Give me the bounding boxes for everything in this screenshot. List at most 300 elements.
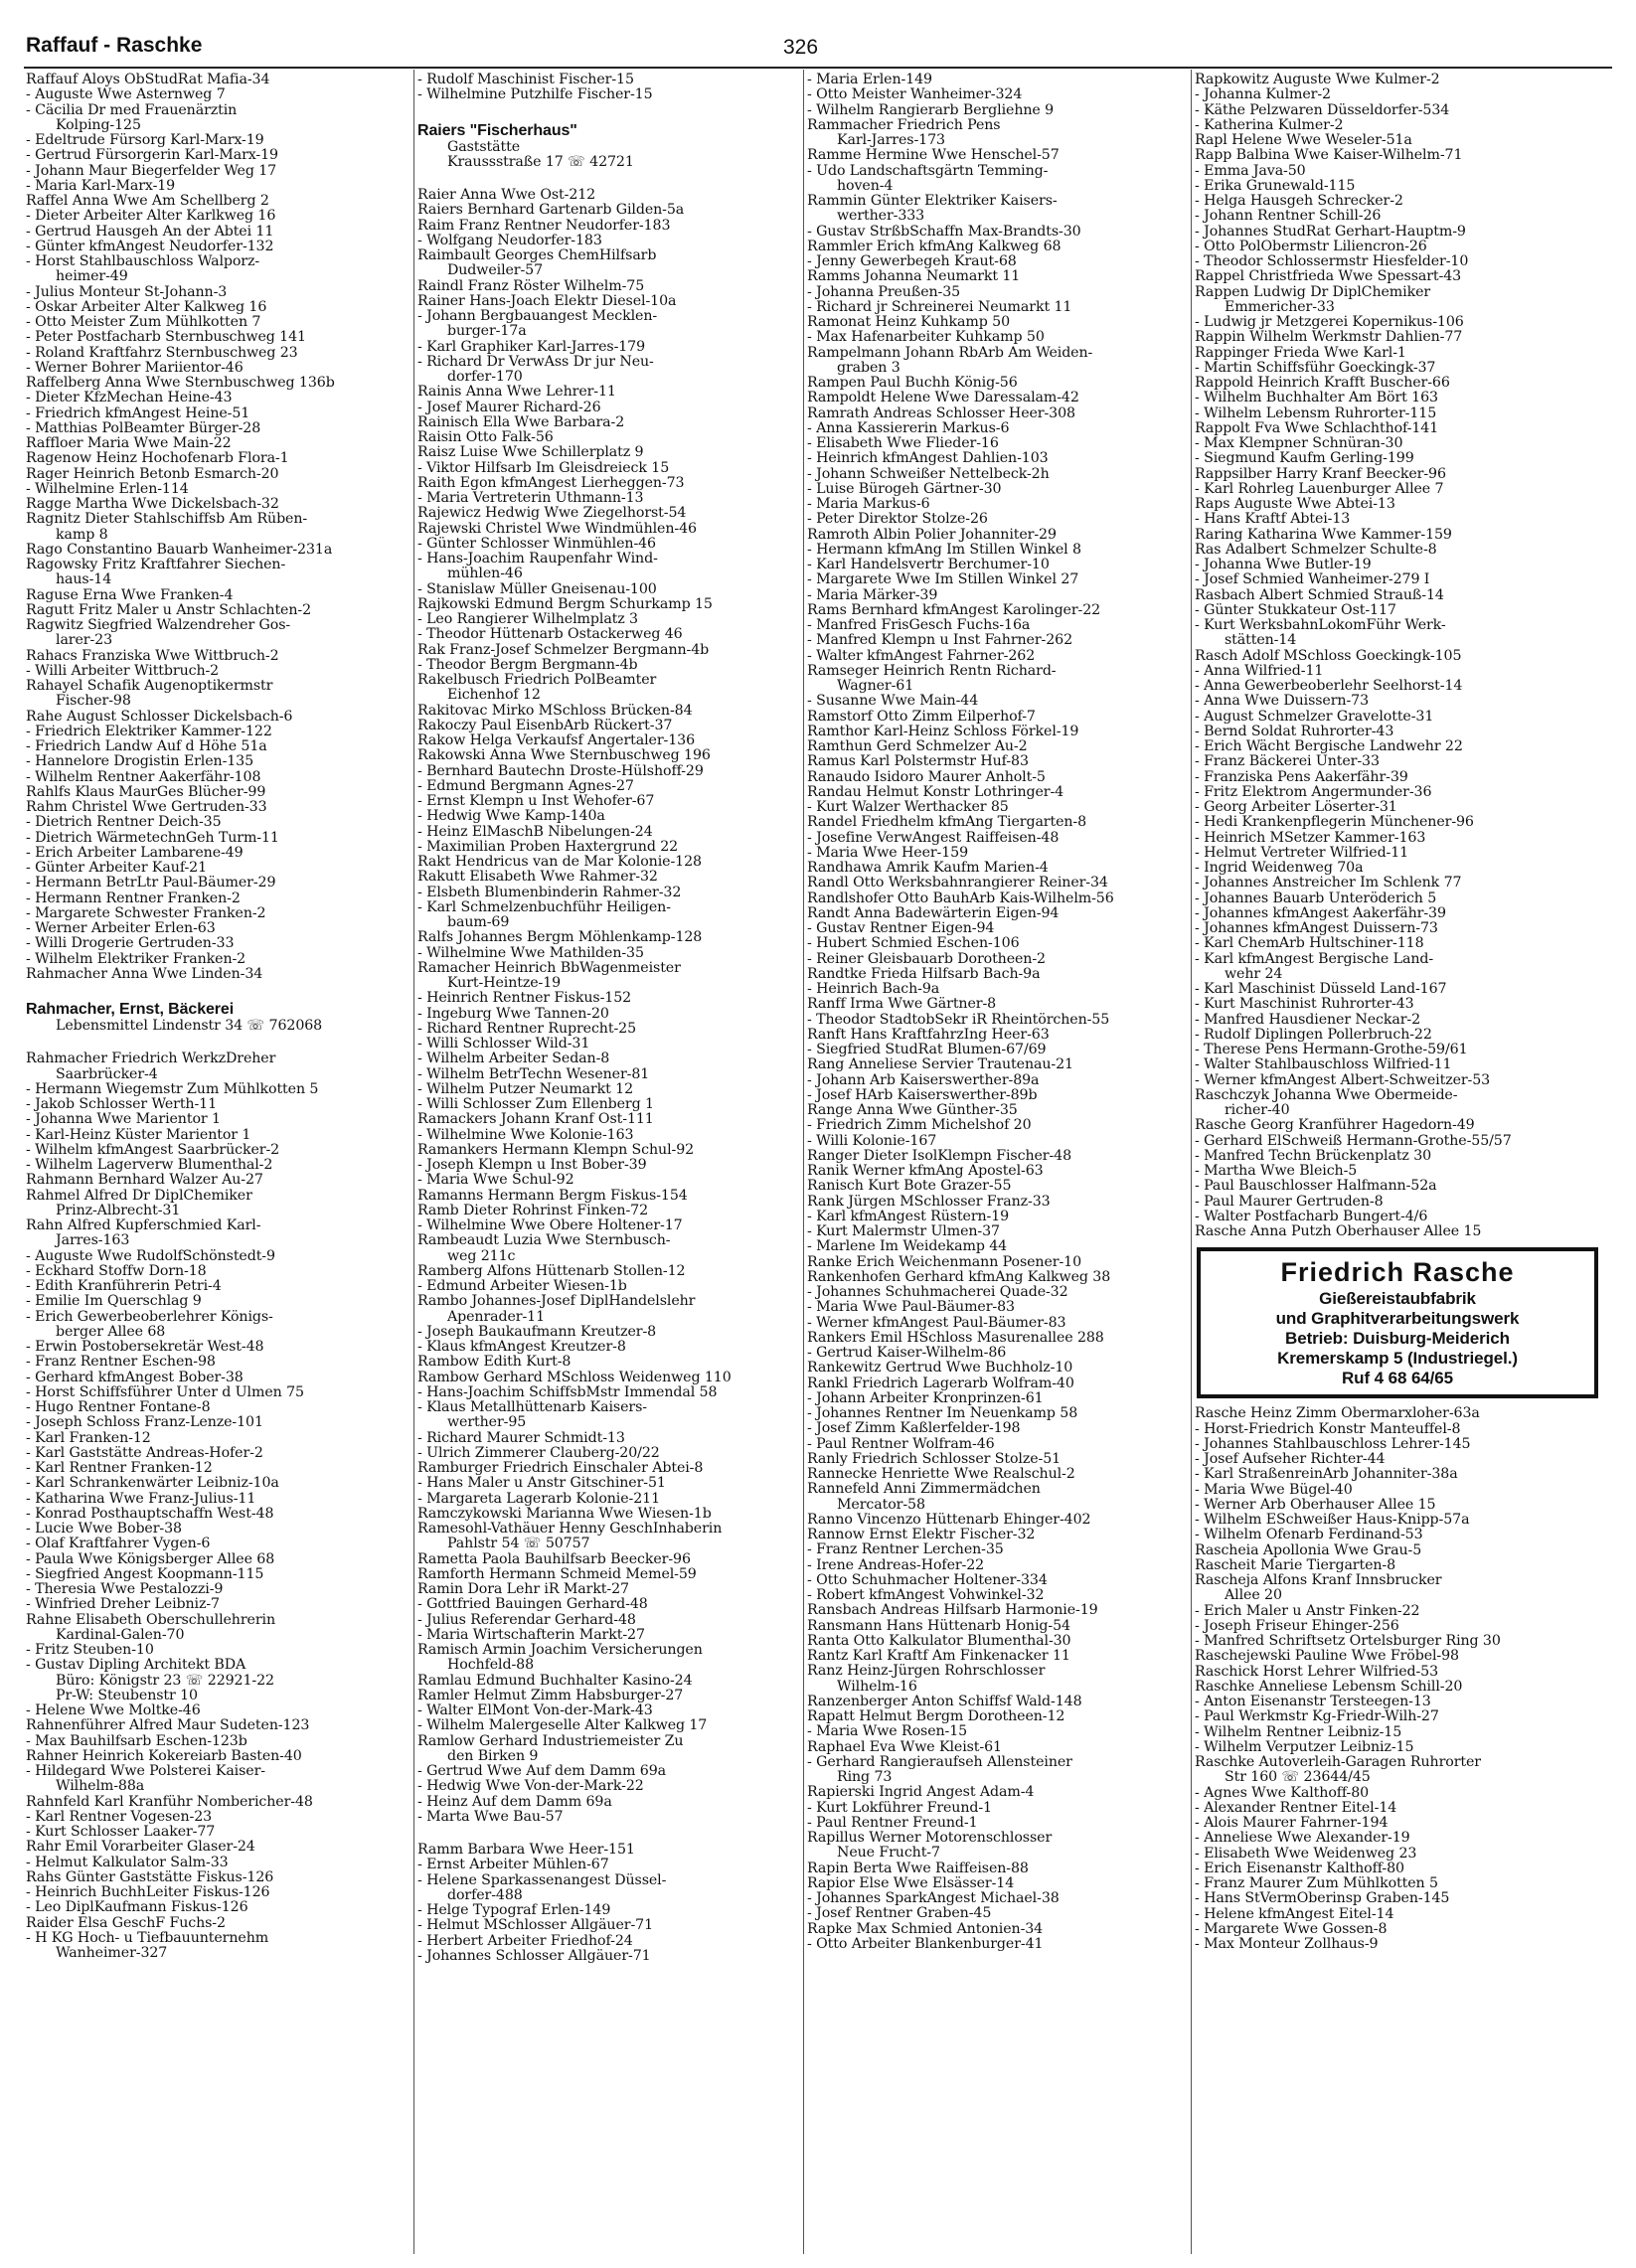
entry-continuation: haus-14: [56, 571, 112, 588]
directory-entry: - Fritz Steuben-10: [26, 1642, 154, 1658]
directory-entry: Rasche Anna Putzh Oberhauser Allee 15: [1195, 1223, 1482, 1239]
directory-entry: - Wilhelmine Putzhilfe Fischer-15: [417, 86, 653, 103]
directory-entry: - Gerhard ElSchweiß Hermann-Grothe-55/57: [1195, 1132, 1512, 1149]
directory-entry: - Matthias PolBeamter Bürger-28: [26, 419, 261, 436]
directory-column-2: [417, 73, 801, 1964]
directory-entry: Rahs Günter Gaststätte Fiskus-126: [26, 1868, 274, 1885]
directory-entry: - Erwin Postobersekretär West-48: [26, 1339, 264, 1355]
entry-continuation: mühlen-46: [447, 566, 523, 582]
directory-entry: - Theodor StadtobSekr iR Rheintörchen-55: [807, 1011, 1110, 1028]
directory-entry: Rappsilber Harry Kranf Beecker-96: [1195, 465, 1446, 482]
directory-entry: - Emma Java-50: [1195, 162, 1306, 179]
directory-entry: - Horst Schiffsführer Unter d Ulmen 75: [26, 1383, 304, 1400]
directory-entry: Rambow Edith Kurt-8: [417, 1354, 572, 1371]
spacer: [26, 982, 411, 1000]
directory-entry: Rambo Johannes-Josef DiplHandelslehr: [417, 1293, 696, 1310]
entry-continuation: Hochfeld-88: [447, 1657, 535, 1674]
directory-entry: Ranzenberger Anton Schiffsf Wald-148: [807, 1693, 1082, 1709]
directory-entry: - Rudolf Diplingen Pollerbruch-22: [1195, 1026, 1432, 1043]
business-listing-name: Rahmacher, Ernst, Bäckerei: [26, 1001, 235, 1018]
entry-continuation: Mercator-58: [837, 1496, 925, 1513]
directory-entry: - Karl Rohrleg Lauenburger Allee 7: [1195, 480, 1444, 497]
directory-entry: - Gustav Rentner Eigen-94: [807, 920, 995, 936]
directory-entry: - Willi Arbeiter Wittbruch-2: [26, 662, 220, 679]
directory-entry: - Dietrich WärmetechnGeh Turm-11: [26, 829, 279, 846]
directory-entry: - Richard Dr VerwAss Dr jur Neu-: [417, 353, 654, 370]
directory-entry: - Maria Wwe Heer-159: [807, 844, 969, 861]
directory-entry: - Hedwig Wwe Kamp-140a: [417, 808, 605, 825]
directory-entry: - Erika Grunewald-115: [1195, 177, 1356, 194]
directory-entry: Rago Constantino Bauarb Wanheimer-231a: [26, 541, 333, 558]
directory-entry: - Erich Eisenanstr Kalthoff-80: [1195, 1860, 1404, 1876]
directory-entry: - Georg Arbeiter Löserter-31: [1195, 799, 1397, 815]
directory-entry: Ramackers Johann Kranf Ost-111: [417, 1111, 654, 1128]
directory-entry: Rappinger Frieda Wwe Karl-1: [1195, 344, 1406, 361]
directory-entry: Ramms Johanna Neumarkt 11: [807, 268, 1021, 285]
directory-entry: - Elisabeth Wwe Weidenweg 23: [1195, 1845, 1417, 1862]
directory-entry: - Herbert Arbeiter Friedhof-24: [417, 1932, 633, 1949]
directory-entry: - Günter Stukkateur Ost-117: [1195, 601, 1396, 618]
directory-entry: - Manfred FrisGesch Fuchs-16a: [807, 617, 1031, 633]
directory-entry: - Anton Eisenanstr Tersteegen-13: [1195, 1694, 1431, 1709]
directory-entry: Raimbault Georges ChemHilfsarb: [417, 247, 657, 263]
directory-entry: - Max Monteur Zollhaus-9: [1195, 1936, 1379, 1952]
directory-entry: - Karl Franken-12: [26, 1429, 151, 1446]
directory-entry: Ranff Irma Wwe Gärtner-8: [807, 996, 997, 1013]
directory-entry: - Karl ChemArb Hultschiner-118: [1195, 935, 1424, 952]
directory-entry: - Walter Postfacharb Bungert-4/6: [1195, 1208, 1428, 1224]
directory-entry: Rambeaudt Luzia Wwe Sternbusch-: [417, 1232, 671, 1249]
directory-entry: Ramisch Armin Joachim Versicherungen: [417, 1642, 703, 1658]
directory-entry: Randel Friedhelm kfmAng Tiergarten-8: [807, 814, 1087, 831]
entry-continuation: hoven-4: [837, 177, 894, 194]
directory-entry: Rascheit Marie Tiergarten-8: [1195, 1556, 1396, 1573]
directory-entry: - Heinz Auf dem Damm 69a: [417, 1793, 612, 1810]
directory-entry: Rasche Georg Kranführer Hagedorn-49: [1195, 1117, 1475, 1134]
directory-entry: - Auguste Wwe RudolfSchönstedt-9: [26, 1247, 275, 1264]
directory-entry: Ranger Dieter IsolKlempn Fischer-48: [807, 1147, 1072, 1164]
directory-entry: - Günter kfmAngest Neudorfer-132: [26, 238, 274, 254]
directory-entry: - Paul Rentner Freund-1: [807, 1814, 978, 1831]
directory-entry: - Siegfried StudRat Blumen-67/69: [807, 1042, 1047, 1057]
directory-entry: - Günter Schlosser Winmühlen-46: [417, 535, 656, 552]
directory-entry: - Wilhelmine Erlen-114: [26, 480, 189, 497]
directory-entry: Rantz Karl Kraftf Am Finkenacker 11: [807, 1648, 1070, 1664]
directory-column-3: [807, 73, 1189, 1952]
directory-entry: - Peter Direktor Stolze-26: [807, 511, 988, 528]
directory-entry: - Joseph Schloss Franz-Lenze-101: [26, 1414, 263, 1431]
directory-entry: - Friedrich kfmAngest Heine-51: [26, 405, 250, 421]
entry-continuation: Kardinal-Galen-70: [56, 1626, 185, 1643]
directory-entry: - Leo DiplKaufmann Fiskus-126: [26, 1899, 248, 1916]
directory-entry: - Susanne Wwe Main-44: [807, 693, 979, 710]
entry-continuation: Wilhelm-88a: [56, 1778, 145, 1795]
directory-entry: - Theodor Schlossermstr Hiesfelder-10: [1195, 253, 1469, 269]
directory-entry: - Heinrich Bach-9a: [807, 981, 940, 997]
directory-entry: - Helene Wwe Moltke-46: [26, 1702, 201, 1718]
directory-entry: Rankl Friedrich Lagerarb Wolfram-40: [807, 1375, 1074, 1391]
directory-entry: - Günter Arbeiter Kauf-21: [26, 860, 208, 876]
directory-entry: Rakutt Elisabeth Wwe Rahmer-32: [417, 869, 658, 886]
directory-entry: Rahacs Franziska Wwe Wittbruch-2: [26, 647, 279, 664]
directory-entry: - Franz Rentner Lerchen-35: [807, 1541, 1004, 1558]
directory-entry: Rapkowitz Auguste Wwe Kulmer-2: [1195, 72, 1440, 87]
advertisement-line: Gießereistaubfabrik: [1319, 1289, 1476, 1309]
directory-entry: Ramrath Andreas Schlosser Heer-308: [807, 405, 1075, 421]
directory-entry: Ragwitz Siegfried Walzendreher Gos-: [26, 617, 291, 633]
directory-entry: - Lucie Wwe Bober-38: [26, 1521, 182, 1537]
directory-entry: Raschke Autoverleih-Garagen Ruhrorter: [1195, 1754, 1481, 1770]
directory-entry: - Maria Vertreterin Uthmann-13: [417, 490, 644, 506]
directory-entry: - Rudolf Maschinist Fischer-15: [417, 72, 634, 87]
directory-entry: - Dieter KfzMechan Heine-43: [26, 390, 233, 406]
directory-entry: Rahner Heinrich Kokereiarb Basten-40: [26, 1747, 302, 1764]
directory-entry: Ragge Martha Wwe Dickelsbach-32: [26, 496, 279, 512]
directory-entry: - Gertrud Hausgeh An der Abtei 11: [26, 223, 274, 240]
directory-entry: - Johannes Bauarb Unteröderich 5: [1195, 890, 1437, 906]
directory-entry: - Klaus Metallhüttenarb Kaisers-: [417, 1399, 647, 1415]
directory-entry: - Paul Maurer Gertruden-8: [1195, 1193, 1384, 1210]
directory-entry: - Josef Aufseher Richter-44: [1195, 1451, 1386, 1467]
directory-entry: - Manfred Klempn u Inst Fahrner-262: [807, 632, 1072, 649]
directory-entry: - Bernd Soldat Ruhrorter-43: [1195, 723, 1394, 739]
directory-entry: Ramler Helmut Zimm Habsburger-27: [417, 1687, 684, 1703]
directory-entry: - Wilhelm Rangierarb Bergliehne 9: [807, 101, 1055, 118]
directory-entry: - Johannes Stahlbauschloss Lehrer-145: [1195, 1435, 1471, 1452]
directory-entry: - Heinrich kfmAngest Dahlien-103: [807, 450, 1049, 467]
directory-entry: Ranno Vincenzo Hüttenarb Ehinger-402: [807, 1511, 1091, 1528]
directory-entry: - Willi Drogerie Gertruden-33: [26, 935, 235, 952]
entry-continuation: Wilhelm-16: [837, 1678, 917, 1695]
directory-entry: Ranke Erich Weichenmann Posener-10: [807, 1253, 1081, 1270]
directory-entry: - Anna Wilfried-11: [1195, 662, 1324, 679]
directory-entry: Ramme Hermine Wwe Henschel-57: [807, 147, 1060, 164]
directory-entry: Rainer Hans-Joach Elektr Diesel-10a: [417, 292, 677, 309]
directory-entry: Rametta Paola Bauhilfsarb Beecker-96: [417, 1550, 691, 1567]
directory-entry: Rakoczy Paul EisenbArb Rückert-37: [417, 717, 673, 733]
directory-entry: - Wilhelm Malergeselle Alter Kalkweg 17: [417, 1717, 708, 1734]
directory-entry: Ramlow Gerhard Industriemeister Zu: [417, 1732, 684, 1749]
directory-entry: Rakow Helga Verkaufsf Angertaler-136: [417, 732, 696, 748]
directory-entry: - Jenny Gewerbegeh Kraut-68: [807, 253, 1017, 269]
directory-entry: Rammler Erich kfmAng Kalkweg 68: [807, 238, 1062, 254]
directory-entry: - Franz Maurer Zum Mühlkotten 5: [1195, 1875, 1438, 1891]
directory-entry: - Johann Arbeiter Kronprinzen-61: [807, 1389, 1044, 1406]
directory-entry: - Paul Bauschlosser Halfmann-52a: [1195, 1178, 1437, 1195]
directory-entry: - Hans Kraftf Abtei-13: [1195, 511, 1351, 528]
directory-entry: - Werner kfmAngest Albert-Schweitzer-53: [1195, 1071, 1491, 1088]
entry-continuation: Apenrader-11: [447, 1308, 546, 1325]
spacer: [417, 170, 801, 188]
directory-entry: Rahayel Schafik Augenoptikermstr: [26, 678, 273, 694]
directory-entry: - Maria Wwe Bügel-40: [1195, 1481, 1353, 1498]
directory-entry: - Josef Rentner Graben-45: [807, 1905, 992, 1922]
directory-entry: Rahmann Bernhard Walzer Au-27: [26, 1172, 263, 1189]
directory-entry: Raffauf Aloys ObStudRat Mafia-34: [26, 72, 270, 87]
directory-entry: - Johanna Wwe Butler-19: [1195, 557, 1372, 572]
directory-entry: - Ulrich Zimmerer Clauberg-20/22: [417, 1444, 660, 1461]
directory-entry: Rannow Ernst Elektr Fischer-32: [807, 1527, 1036, 1542]
directory-entry: - Hans-Joachim Raupenfahr Wind-: [417, 551, 658, 567]
directory-entry: Rahr Emil Vorarbeiter Glaser-24: [26, 1839, 255, 1856]
directory-entry: - Johannes Schlosser Allgäuer-71: [417, 1947, 651, 1964]
directory-entry: - Franz Bäckerei Unter-33: [1195, 753, 1380, 770]
entry-continuation: graben 3: [837, 359, 900, 376]
directory-entry: - Margareta Lagerarb Kolonie-211: [417, 1490, 661, 1507]
directory-entry: - Julius Monteur St-Johann-3: [26, 283, 228, 300]
directory-entry: Rapior Else Wwe Elsässer-14: [807, 1874, 1015, 1891]
directory-entry: Randlshofer Otto BauhArb Kais-Wilhelm-56: [807, 890, 1114, 906]
entry-continuation: Kolping-125: [56, 116, 141, 133]
directory-entry: - Peter Postfacharb Sternbuschweg 141: [26, 329, 306, 346]
directory-entry: Rasbach Albert Schmied Strauß-14: [1195, 586, 1444, 603]
directory-entry: Rajkowski Edmund Bergm Schurkamp 15: [417, 595, 713, 612]
directory-entry: Rammacher Friedrich Pens: [807, 116, 1001, 133]
directory-entry: - Wilhelm Buchhalter Am Bört 163: [1195, 390, 1438, 406]
directory-entry: Rappel Christfrieda Wwe Spessart-43: [1195, 268, 1462, 285]
entry-continuation: Jarres-163: [56, 1232, 130, 1249]
entry-continuation: Dudweiler-57: [447, 262, 544, 279]
directory-entry: Ranft Hans KraftfahrzIng Heer-63: [807, 1026, 1050, 1043]
column-divider: [413, 70, 414, 2254]
directory-entry: - Johann Bergbauangest Mecklen-: [417, 308, 658, 324]
entry-continuation: Wanheimer-327: [56, 1945, 168, 1961]
directory-entry: - Helmut MSchlosser Allgäuer-71: [417, 1917, 653, 1934]
directory-entry: - Joseph Klempn u Inst Bober-39: [417, 1157, 647, 1173]
directory-entry: - Kurt WerksbahnLokomFühr Werk-: [1195, 617, 1446, 633]
directory-entry: - Luise Bürogeh Gärtner-30: [807, 480, 1002, 497]
directory-entry: - Elisabeth Wwe Flieder-16: [807, 435, 999, 451]
directory-entry: - Maria Erlen-149: [807, 72, 932, 87]
directory-entry: - Ernst Klempn u Inst Wehofer-67: [417, 793, 655, 809]
advertisement-title: Friedrich Rasche: [1280, 1257, 1515, 1288]
header-rule: [24, 67, 1612, 69]
directory-entry: - Willi Schlosser Wild-31: [417, 1036, 590, 1052]
directory-entry: Rapillus Werner Motorenschlosser: [807, 1830, 1053, 1846]
directory-entry: - Wilhelm Rentner Aakerfähr-108: [26, 768, 261, 785]
directory-entry: - Cäcilia Dr med Frauenärztin: [26, 101, 238, 118]
directory-entry: - Hildegard Wwe Polsterei Kaiser-: [26, 1763, 265, 1779]
directory-entry: - Edith Kranführerin Petri-4: [26, 1278, 222, 1294]
directory-entry: - Edeltrude Fürsorg Karl-Marx-19: [26, 132, 264, 148]
directory-entry: - Maria Wwe Schul-92: [417, 1172, 574, 1189]
directory-entry: - Max Hafenarbeiter Kuhkamp 50: [807, 329, 1045, 346]
entry-continuation: berger Allee 68: [56, 1323, 166, 1340]
directory-entry: Ramlau Edmund Buchhalter Kasino-24: [417, 1672, 693, 1689]
directory-entry: Raschke Anneliese Lebensm Schill-20: [1195, 1678, 1463, 1695]
directory-entry: - Wilhelm Lebensm Ruhrorter-115: [1195, 405, 1437, 421]
directory-entry: Ramroth Albin Polier Johanniter-29: [807, 526, 1057, 543]
directory-entry: - Roland Kraftfahrz Sternbuschweg 23: [26, 344, 298, 361]
entry-continuation: stätten-14: [1225, 632, 1297, 649]
directory-entry: - Heinz ElMaschB Nibelungen-24: [417, 823, 653, 840]
directory-entry: - Kurt Lokführer Freund-1: [807, 1799, 992, 1816]
directory-entry: - Hedwig Wwe Von-der-Mark-22: [417, 1778, 644, 1795]
directory-entry: - Helge Typograf Erlen-149: [417, 1902, 611, 1918]
directory-entry: Rams Bernhard kfmAngest Karolinger-22: [807, 601, 1101, 618]
directory-entry: Ramthun Gerd Schmelzer Au-2: [807, 738, 1028, 754]
directory-entry: Rahlfs Klaus MaurGes Blücher-99: [26, 783, 266, 800]
directory-entry: - Karl Rentner Franken-12: [26, 1460, 213, 1476]
directory-entry: Ramesohl-Vathäuer Henny GeschInhaberin: [417, 1521, 723, 1537]
directory-entry: - Josef Zimm Kaßlerfelder-198: [807, 1420, 1021, 1437]
directory-entry: - Otto Meister Zum Mühlkotten 7: [26, 314, 261, 330]
directory-entry: Rasch Adolf MSchloss Goeckingk-105: [1195, 647, 1462, 664]
directory-entry: Ragenow Heinz Hochofenarb Flora-1: [26, 450, 289, 467]
directory-entry: - Margarete Wwe Gossen-8: [1195, 1920, 1388, 1937]
directory-entry: - Katherina Kulmer-2: [1195, 116, 1344, 133]
directory-entry: - Wilhelm Lagerverw Blumenthal-2: [26, 1157, 273, 1173]
directory-entry: - Johann Maur Biegerfelder Weg 17: [26, 162, 277, 179]
directory-entry: - Martin Schiffsführ Goeckingk-37: [1195, 359, 1436, 376]
directory-entry: - Ernst Arbeiter Mühlen-67: [417, 1857, 609, 1873]
directory-entry: Ramonat Heinz Kuhkamp 50: [807, 314, 1011, 330]
entry-continuation: Allee 20: [1225, 1587, 1282, 1604]
entry-continuation: baum-69: [447, 914, 510, 930]
directory-entry: - Josef Maurer Richard-26: [417, 399, 601, 415]
directory-entry: - Gottfried Bauingen Gerhard-48: [417, 1596, 648, 1613]
directory-entry: Rapatt Helmut Bergm Dorotheen-12: [807, 1708, 1065, 1724]
entry-continuation: Saarbrücker-4: [56, 1065, 158, 1082]
directory-entry: - Friedrich Elektriker Kammer-122: [26, 723, 272, 739]
directory-entry: - Marta Wwe Bau-57: [417, 1808, 564, 1825]
directory-entry: Raim Franz Rentner Neudorfer-183: [417, 217, 671, 234]
directory-entry: - Viktor Hilfsarb Im Gleisdreieck 15: [417, 459, 670, 476]
directory-entry: - Karl Rentner Vogesen-23: [26, 1808, 213, 1825]
directory-entry: Ramczykowski Marianna Wwe Wiesen-1b: [417, 1505, 712, 1522]
directory-entry: - Karl kfmAngest Rüstern-19: [807, 1208, 1010, 1224]
directory-entry: - Johannes Anstreicher Im Schlenk 77: [1195, 875, 1462, 891]
directory-entry: - Bernhard Bautechn Droste-Hülshoff-29: [417, 762, 704, 779]
directory-entry: - Siegfried Angest Koopmann-115: [26, 1565, 264, 1582]
entry-continuation: richer-40: [1225, 1102, 1290, 1118]
directory-entry: - Margarete Schwester Franken-2: [26, 904, 266, 921]
directory-entry: - Wilhelm Verputzer Leibniz-15: [1195, 1738, 1414, 1755]
directory-entry: - Gerhard kfmAngest Bober-38: [26, 1369, 244, 1385]
directory-entry: - Hermann BetrLtr Paul-Bäumer-29: [26, 875, 276, 891]
directory-entry: Randau Helmut Konstr Lothringer-4: [807, 783, 1064, 800]
directory-entry: Rahmacher Friedrich WerkzDreher: [26, 1051, 276, 1067]
entry-continuation: Büro: Königstr 23 ☏ 22921-22: [56, 1672, 274, 1689]
directory-entry: - Margarete Wwe Im Stillen Winkel 27: [807, 571, 1079, 588]
directory-entry: Rappold Heinrich Krafft Buscher-66: [1195, 375, 1450, 391]
directory-entry: - Joseph Baukaufmann Kreutzer-8: [417, 1323, 657, 1340]
directory-entry: Raffelberg Anna Wwe Sternbuschweg 136b: [26, 375, 335, 391]
directory-entry: - Kurt Walzer Werthacker 85: [807, 799, 1009, 815]
directory-entry: Ramforth Hermann Schmeid Memel-59: [417, 1565, 697, 1582]
directory-entry: - Emilie Im Querschlag 9: [26, 1293, 202, 1310]
directory-entry: - Irene Andreas-Hofer-22: [807, 1556, 985, 1573]
directory-entry: - Johannes Rentner Im Neuenkamp 58: [807, 1405, 1078, 1421]
directory-entry: - Johann Schweißer Nettelbeck-2h: [807, 465, 1050, 482]
directory-entry: Raffloer Maria Wwe Main-22: [26, 435, 232, 451]
entry-continuation: Eichenhof 12: [447, 687, 541, 704]
entry-continuation: werther-95: [447, 1414, 527, 1431]
directory-entry: - Edmund Bergmann Agnes-27: [417, 777, 634, 794]
directory-entry: - Anna Wwe Duissern-73: [1195, 693, 1369, 710]
entry-continuation: Wagner-61: [837, 678, 914, 694]
directory-entry: - Erich Wächt Bergische Landwehr 22: [1195, 738, 1463, 754]
directory-entry: - Theodor Hüttenarb Ostackerweg 46: [417, 626, 683, 643]
directory-entry: - Wilhelm kfmAngest Saarbrücker-2: [26, 1141, 280, 1158]
directory-entry: - Hermann kfmAng Im Stillen Winkel 8: [807, 541, 1081, 558]
directory-entry: Ramin Dora Lehr iR Markt-27: [417, 1581, 629, 1597]
directory-entry: - Wilhelmine Wwe Obere Holtener-17: [417, 1217, 683, 1233]
directory-entry: - Hugo Rentner Fontane-8: [26, 1399, 211, 1415]
directory-entry: - Alois Maurer Fahrner-194: [1195, 1815, 1389, 1831]
directory-entry: - Wilhelm Ofenarb Ferdinand-53: [1195, 1527, 1423, 1543]
directory-entry: - Gerhard Rangieraufseh Allensteiner: [807, 1753, 1072, 1770]
directory-entry: - Winfried Dreher Leibniz-7: [26, 1596, 220, 1613]
directory-entry: Ramseger Heinrich Rentn Richard-: [807, 662, 1057, 679]
advertisement-box: [1197, 1247, 1598, 1398]
directory-entry: - Anneliese Wwe Alexander-19: [1195, 1830, 1410, 1847]
directory-entry: Rajewicz Hedwig Wwe Ziegelhorst-54: [417, 505, 687, 522]
directory-entry: - Heinrich BuchhLeiter Fiskus-126: [26, 1884, 270, 1900]
directory-entry: - Johanna Kulmer-2: [1195, 86, 1331, 103]
directory-entry: - Wilhelm Elektriker Franken-2: [26, 950, 246, 967]
directory-entry: Rainis Anna Wwe Lehrer-11: [417, 384, 616, 401]
entry-continuation: dorfer-488: [447, 1886, 523, 1903]
directory-entry: Rannefeld Anni Zimmermädchen: [807, 1481, 1041, 1498]
directory-entry: - Werner Bohrer Mariientor-46: [26, 359, 244, 376]
directory-entry: - Eckhard Stoffw Dorn-18: [26, 1262, 207, 1279]
entry-continuation: Ring 73: [837, 1769, 893, 1785]
directory-entry: Ranta Otto Kalkulator Blumenthal-30: [807, 1632, 1071, 1649]
entry-continuation: werther-333: [837, 208, 925, 225]
column-divider: [1191, 70, 1192, 2254]
directory-entry: Raffel Anna Wwe Am Schellberg 2: [26, 193, 269, 209]
directory-entry: - Franziska Pens Aakerfähr-39: [1195, 768, 1408, 785]
directory-entry: Ramb Dieter Rohrinst Finken-72: [417, 1202, 649, 1218]
directory-entry: - Manfred Schriftsetz Ortelsburger Ring 30: [1195, 1633, 1501, 1649]
directory-entry: - Siegmund Kaufm Gerling-199: [1195, 450, 1414, 467]
directory-entry: - Johannes Schuhmacherei Quade-32: [807, 1284, 1068, 1300]
directory-entry: - Hedi Krankenpflegerin Münchener-96: [1195, 814, 1474, 831]
directory-entry: - Willi Schlosser Zum Ellenberg 1: [417, 1096, 654, 1112]
directory-entry: - Paul Rentner Wolfram-46: [807, 1435, 995, 1452]
directory-entry: - Friedrich Zimm Michelshof 20: [807, 1117, 1032, 1134]
directory-entry: - Werner Arbeiter Erlen-63: [26, 920, 216, 936]
directory-entry: Ransmann Hans Hüttenarb Honig-54: [807, 1617, 1070, 1634]
directory-entry: Rappen Ludwig Dr DiplChemiker: [1195, 283, 1431, 300]
directory-entry: - Erich Maler u Anstr Finken-22: [1195, 1602, 1420, 1619]
directory-entry: - Johannes kfmAngest Aakerfähr-39: [1195, 904, 1446, 921]
entry-continuation: Kurt-Heintze-19: [447, 975, 562, 991]
directory-entry: - Paul Werkmstr Kg-Friedr-Wilh-27: [1195, 1708, 1439, 1725]
directory-entry: - Johanna Wwe Marientor 1: [26, 1111, 221, 1128]
directory-entry: - Willi Kolonie-167: [807, 1132, 937, 1149]
entry-continuation: larer-23: [56, 632, 113, 649]
directory-entry: - Walter Stahlbauschloss Wilfried-11: [1195, 1056, 1452, 1073]
directory-entry: - Wilhelm BetrTechn Wesener-81: [417, 1065, 650, 1082]
directory-entry: - Marlene Im Weidekamp 44: [807, 1238, 1008, 1255]
directory-entry: Randhawa Amrik Kaufm Marien-4: [807, 860, 1049, 876]
directory-entry: Rannecke Henriette Wwe Realschul-2: [807, 1466, 1075, 1482]
directory-entry: - Dieter Arbeiter Alter Karlkweg 16: [26, 208, 276, 225]
directory-entry: - Klaus kfmAngest Kreutzer-8: [417, 1339, 626, 1355]
directory-entry: - Gertrud Kaiser-Wilhelm-86: [807, 1345, 1007, 1361]
directory-entry: Ragutt Fritz Maler u Anstr Schlachten-2: [26, 601, 311, 618]
directory-entry: Rappolt Fva Wwe Schlachthof-141: [1195, 419, 1439, 436]
directory-entry: - Wilhelm Rentner Leibniz-15: [1195, 1723, 1402, 1740]
directory-entry: - Johann Arb Kaiserswerther-89a: [807, 1071, 1040, 1088]
directory-entry: - Johannes StudRat Gerhart-Hauptm-9: [1195, 223, 1466, 240]
directory-entry: - Reiner Gleisbauarb Dorotheen-2: [807, 950, 1046, 967]
entry-continuation: Prinz-Albrecht-31: [56, 1202, 181, 1218]
directory-entry: Ramthor Karl-Heinz Schloss Förkel-19: [807, 723, 1079, 739]
directory-entry: - Karl Handelsvertr Berchumer-10: [807, 557, 1050, 572]
